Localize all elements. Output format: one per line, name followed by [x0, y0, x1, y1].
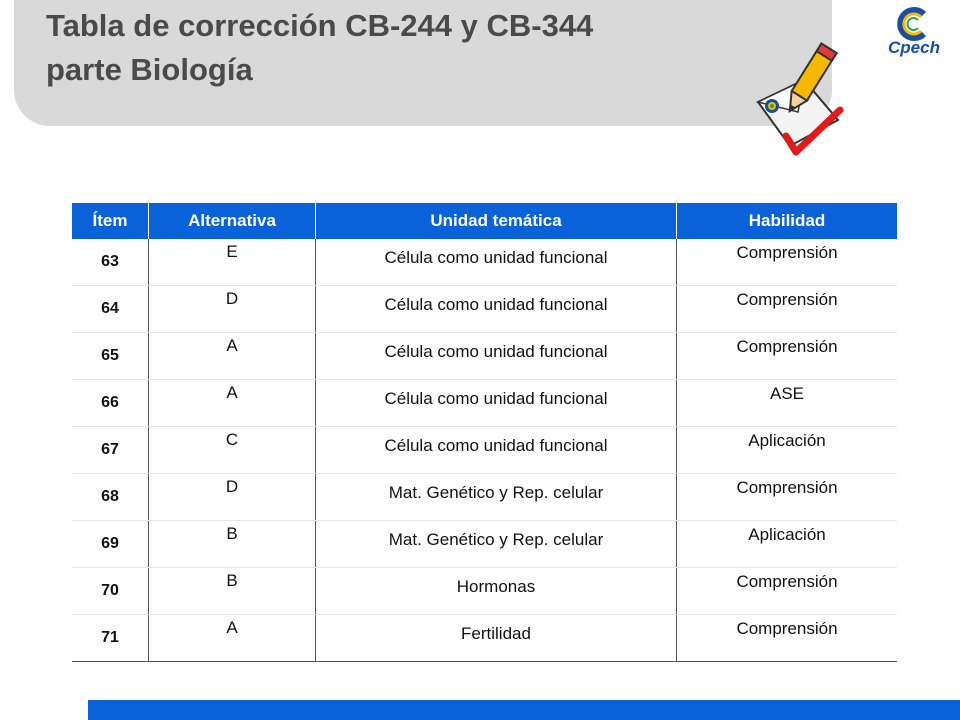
cell-alternativa: C [149, 427, 316, 474]
table-row [72, 615, 897, 662]
cell-unidad: Célula como unidad funcional [316, 380, 677, 427]
pencil-checkmark-icon [748, 40, 844, 158]
cell-alternativa: A [149, 380, 316, 427]
cell-habilidad: Comprensión [677, 286, 898, 333]
cell-unidad: Célula como unidad funcional [316, 239, 677, 286]
cell-item: 66 [72, 380, 149, 427]
cell-unidad: Fertilidad [316, 615, 677, 662]
table-row [72, 427, 897, 474]
table-row [72, 521, 897, 568]
cell-alternativa: D [149, 286, 316, 333]
table-row [72, 380, 897, 427]
header-unidad: Unidad temática [316, 203, 677, 239]
table-row [72, 239, 897, 286]
cell-item: 65 [72, 333, 149, 380]
cell-habilidad: Aplicación [677, 521, 898, 568]
correction-table [72, 203, 897, 662]
header-habilidad: Habilidad [677, 203, 898, 239]
cell-habilidad: Aplicación [677, 427, 898, 474]
cell-alternativa: E [149, 239, 316, 286]
cell-item: 71 [72, 615, 149, 662]
cell-alternativa: B [149, 521, 316, 568]
cell-item: 70 [72, 568, 149, 615]
table-row [72, 568, 897, 615]
cell-item: 67 [72, 427, 149, 474]
cell-habilidad: Comprensión [677, 333, 898, 380]
cell-unidad: Célula como unidad funcional [316, 286, 677, 333]
cell-unidad: Célula como unidad funcional [316, 427, 677, 474]
cell-habilidad: Comprensión [677, 239, 898, 286]
cell-alternativa: B [149, 568, 316, 615]
cell-unidad: Mat. Genético y Rep. celular [316, 474, 677, 521]
cell-habilidad: ASE [677, 380, 898, 427]
cell-item: 69 [72, 521, 149, 568]
title-line-1: Tabla de corrección CB-244 y CB-344 [46, 8, 594, 43]
cell-alternativa: D [149, 474, 316, 521]
cell-habilidad: Comprensión [677, 615, 898, 662]
title-line-2: parte Biología [46, 52, 253, 87]
logo-text: Cpech [888, 38, 940, 57]
cell-habilidad: Comprensión [677, 474, 898, 521]
page-title [46, 4, 593, 92]
cell-item: 64 [72, 286, 149, 333]
cell-habilidad: Comprensión [677, 568, 898, 615]
cell-item: 68 [72, 474, 149, 521]
table-row [72, 474, 897, 521]
table-row [72, 286, 897, 333]
cell-unidad: Mat. Genético y Rep. celular [316, 521, 677, 568]
cpech-logo-icon [884, 4, 944, 64]
cell-alternativa: A [149, 333, 316, 380]
table-row [72, 333, 897, 380]
header-item: Ítem [72, 203, 149, 239]
header-alternativa: Alternativa [149, 203, 316, 239]
footer-bar [88, 700, 960, 720]
table-header-row [72, 203, 897, 239]
cell-unidad: Hormonas [316, 568, 677, 615]
cell-unidad: Célula como unidad funcional [316, 333, 677, 380]
cell-item: 63 [72, 239, 149, 286]
cell-alternativa: A [149, 615, 316, 662]
